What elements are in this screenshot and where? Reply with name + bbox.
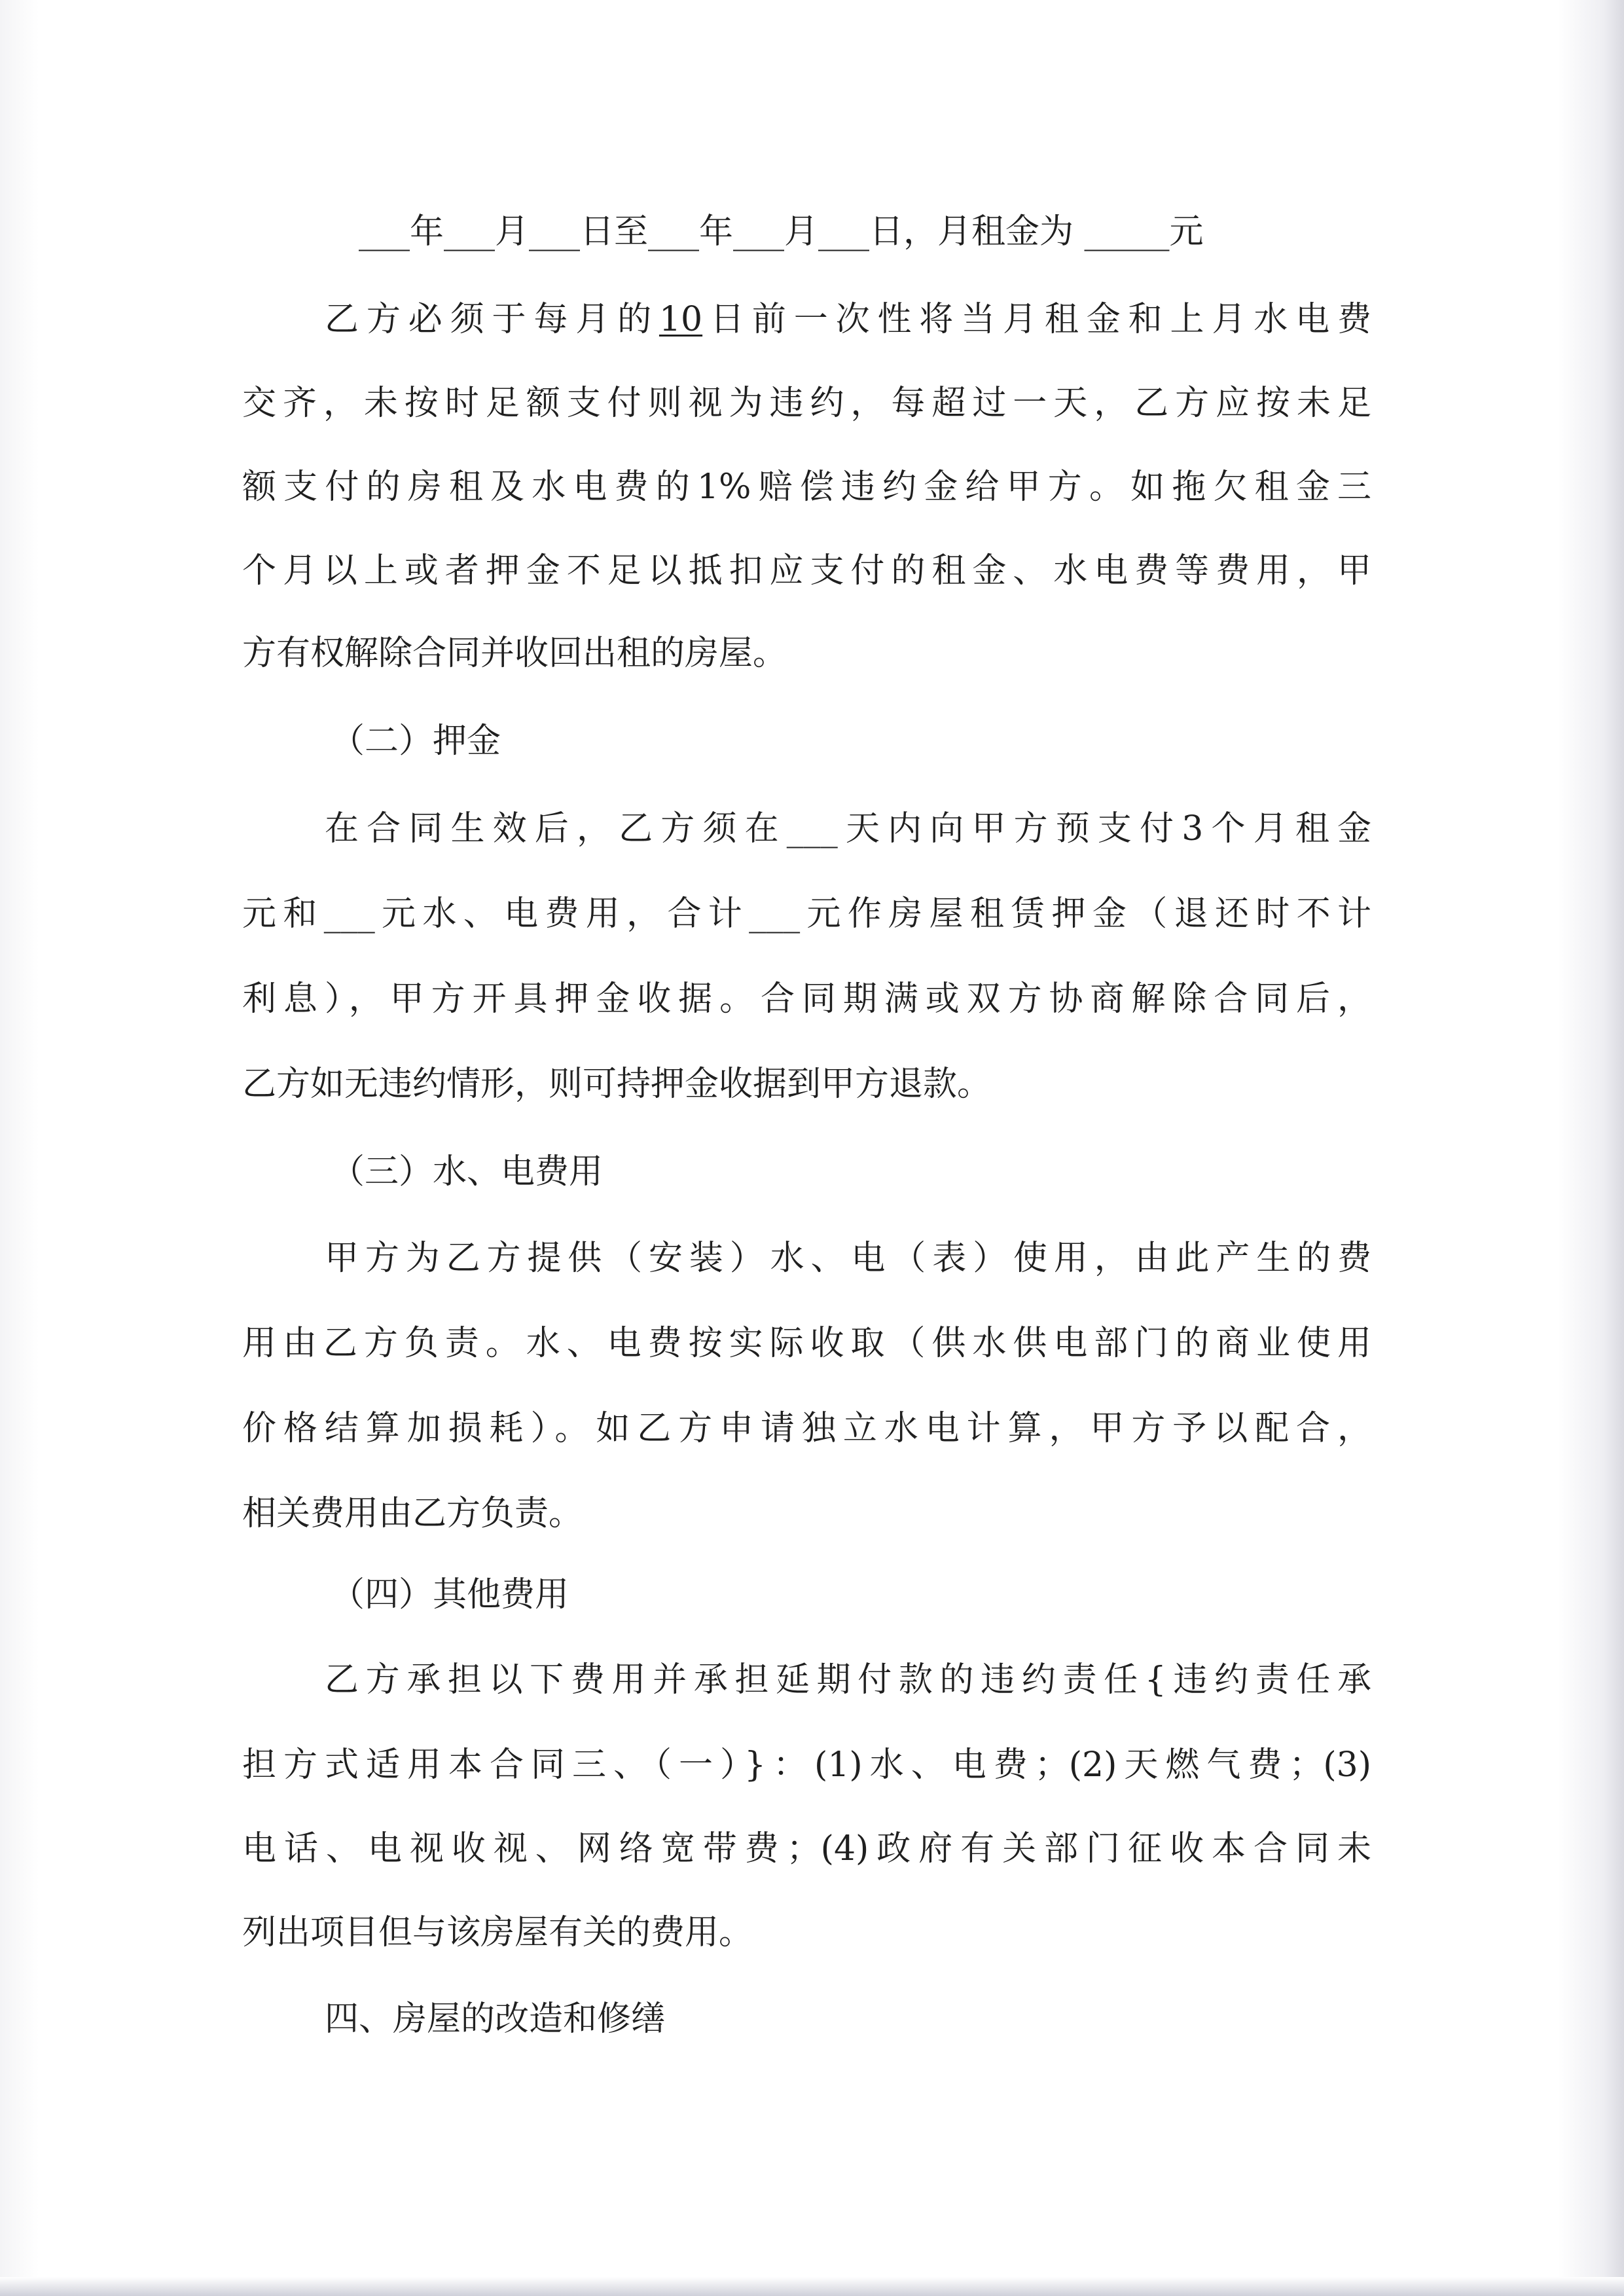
paragraph-line: 用由乙方负责。水、电费按实际收取（供水供电部门的商业使用 xyxy=(242,1324,1371,1363)
rent-payment-text-cont: 日前一次性将当月租金和上月水电费 xyxy=(702,300,1371,339)
paragraph-line: 担方式适用本合同三、（一）}：(1)水、电费；(2)天燃气费；(3) xyxy=(242,1745,1371,1785)
paragraph-line: 在合同生效后，乙方须在___天内向甲方预支付3个月租金 xyxy=(325,809,1371,848)
section-heading-other-fees: （四）其他费用 xyxy=(331,1575,569,1614)
section-heading-deposit: （二）押金 xyxy=(331,721,501,761)
paragraph-rent-payment-line xyxy=(325,296,1371,343)
paragraph-line: 电话、电视收视、网络宽带费；(4)政府有关部门征收本合同未 xyxy=(242,1829,1371,1868)
paragraph-line: 元和___元水、电费用，合计___元作房屋租赁押金（退还时不计 xyxy=(242,894,1371,934)
paragraph-line: 乙方承担以下费用并承担延期付款的违约责任{违约责任承 xyxy=(325,1660,1371,1700)
scan-bottom-edge xyxy=(0,2277,1624,2296)
paragraph-line: 乙方如无违约情形，则可持押金收据到甲方退款。 xyxy=(242,1065,992,1104)
paragraph-line: 方有权解除合同并收回出租的房屋。 xyxy=(242,634,787,673)
date-rent-line: ___年___月___日至___年___月___日，月租金为 _____元 xyxy=(359,212,1204,251)
section-heading-renovation: 四、房屋的改造和修缮 xyxy=(325,1999,666,2039)
paragraph-line: 价格结算加损耗）。如乙方申请独立水电计算，甲方予以配合， xyxy=(242,1409,1371,1448)
paragraph-line: 个月以上或者押金不足以抵扣应支付的租金、水电费等费用，甲 xyxy=(242,551,1371,591)
paragraph-line: 甲方为乙方提供（安装）水、电（表）使用，由此产生的费 xyxy=(325,1239,1371,1278)
payment-day-underlined: 10 xyxy=(659,300,703,339)
paragraph-line: 额支付的房租及水电费的1%赔偿违约金给甲方。如拖欠租金三 xyxy=(242,467,1371,507)
paragraph-line: 列出项目但与该房屋有关的费用。 xyxy=(242,1913,753,1952)
section-heading-utilities: （三）水、电费用 xyxy=(331,1152,604,1192)
paragraph-line: 利息），甲方开具押金收据。合同期满或双方协商解除合同后， xyxy=(242,979,1371,1019)
paragraph-line: 交齐，未按时足额支付则视为违约，每超过一天，乙方应按未足 xyxy=(242,384,1371,423)
paragraph-line: 相关费用由乙方负责。 xyxy=(242,1494,583,1533)
rent-payment-text: 乙方必须于每月的 xyxy=(325,300,659,339)
